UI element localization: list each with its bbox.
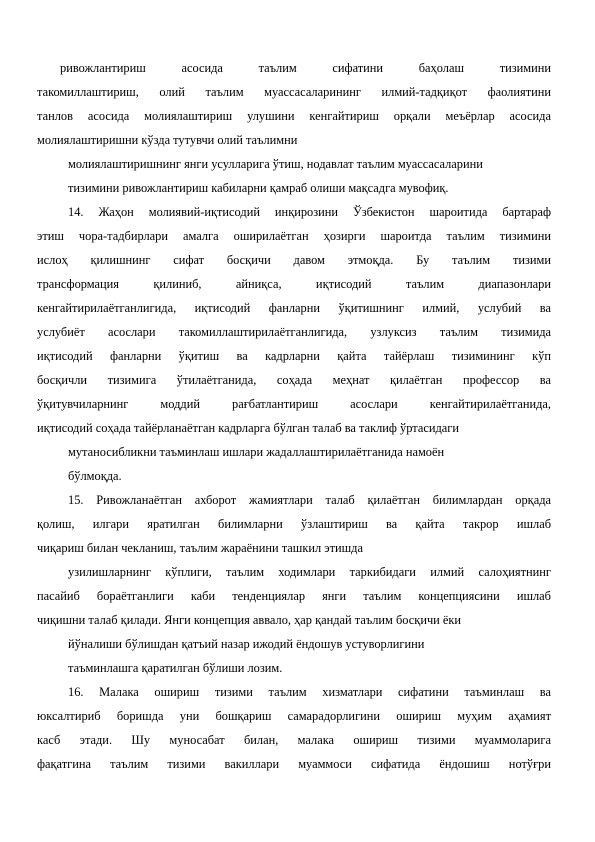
text-line: иқтисодий фанларни ўқитиш ва кадрларни қайта тайёрлаш тизимининг кўп [37, 349, 551, 363]
text-line: ўқитувчиларнинг моддий рағбатлантириш асослари кенгайтирилаётганида, [37, 397, 551, 411]
text-line: бўлмоқда. [68, 469, 122, 483]
text-line: таъминлашга қаратилган бўлиши лозим. [68, 661, 283, 675]
text-line: услубиёт асослари такомиллаштирилаётганлигида, узлуксиз таълим тизимида [37, 325, 551, 339]
text-line: пасайиб бораётганлиги каби тенденциялар янги таълим концепциясини ишлаб [37, 589, 551, 603]
text-line: юксалтириб боришда уни бошқариш самарадорлигини ошириш муҳим аҳамият [37, 709, 551, 723]
text-line: трансформация қилиниб, айниқса, иқтисодий таълим диапазонлари [37, 277, 551, 291]
text-line: касб этади. Шу муносабат билан, малака ошириш тизими муаммоларига [37, 733, 551, 747]
text-line: кенгайтирилаётганлигида, иқтисодий фанларни ўқитишнинг илмий, услубий ва [37, 301, 551, 315]
text-line: қолиш, илгари яратилган билимларни ўзлаштириш ва қайта такрор ишлаб [37, 517, 551, 531]
text-line: тизимини ривожлантириш кабиларни қамраб олиши мақсадга мувофиқ. [68, 181, 449, 195]
text-line: этиш чора-тадбирлари амалга оширилаётган ҳозирги шароитда таълим тизимини [37, 229, 551, 243]
text-line: молиялаштиришни кўзда тутувчи олий таълимни [37, 133, 298, 147]
text-line: босқичли тизимига ўтилаётганида, соҳада меҳнат қилаётган профессор ва [37, 373, 551, 387]
text-line: узилишларнинг кўплиги, таълим ходимлари таркибидаги илмий салоҳиятнинг [68, 565, 551, 579]
text-line: йўналиши бўлишдан қатъий назар ижодий ёндошув устуворлигини [68, 637, 425, 651]
text-line: такомиллаштириш, олий таълим муассасаларининг илмий-тадқиқот фаолиятини [37, 85, 551, 99]
paragraph-15-first-line: 15. Ривожланаётган ахборот жамиятлари талаб қилаётган билимлардан орқада [68, 493, 551, 507]
text-line: танлов асосида молиялаштириш улушини кенгайтириш орқали меъёрлар асосида [37, 109, 551, 123]
paragraph-14-first-line: 14. Жаҳон молиявий-иқтисодий инқирозини Ўзбекистон шароитида бартараф [68, 205, 551, 219]
text-line: ривожлантириш асосида таълим сифатини баҳолаш тизимини [60, 61, 551, 75]
text-line: чиқишни талаб қилади. Янги концепция аввало, ҳар қандай таълим босқичи ёки [37, 613, 462, 627]
text-line: молиялаштиришнинг янги усулларига ўтиш, нодавлат таълим муассасаларини [68, 157, 483, 171]
text-line: иқтисодий соҳада тайёрланаётган кадрларга бўлган талаб ва таклиф ўртасидаги [37, 421, 459, 435]
text-line: чиқариш билан чекланиш, таълим жараёнини ташкил этишда [37, 541, 363, 555]
text-line: фақатгина таълим тизими вакиллари муаммоси сифатида ёндошиш нотўғри [37, 757, 551, 771]
text-line: мутаносибликни таъминлаш ишлари жадаллаштирилаётганида намоён [68, 445, 445, 459]
text-line: ислоҳ қилишнинг сифат босқичи давом этмоқда. Бу таълим тизими [37, 253, 551, 267]
paragraph-16-first-line: 16. Малака ошириш тизими таълим хизматлари сифатини таъминлаш ва [68, 685, 551, 699]
